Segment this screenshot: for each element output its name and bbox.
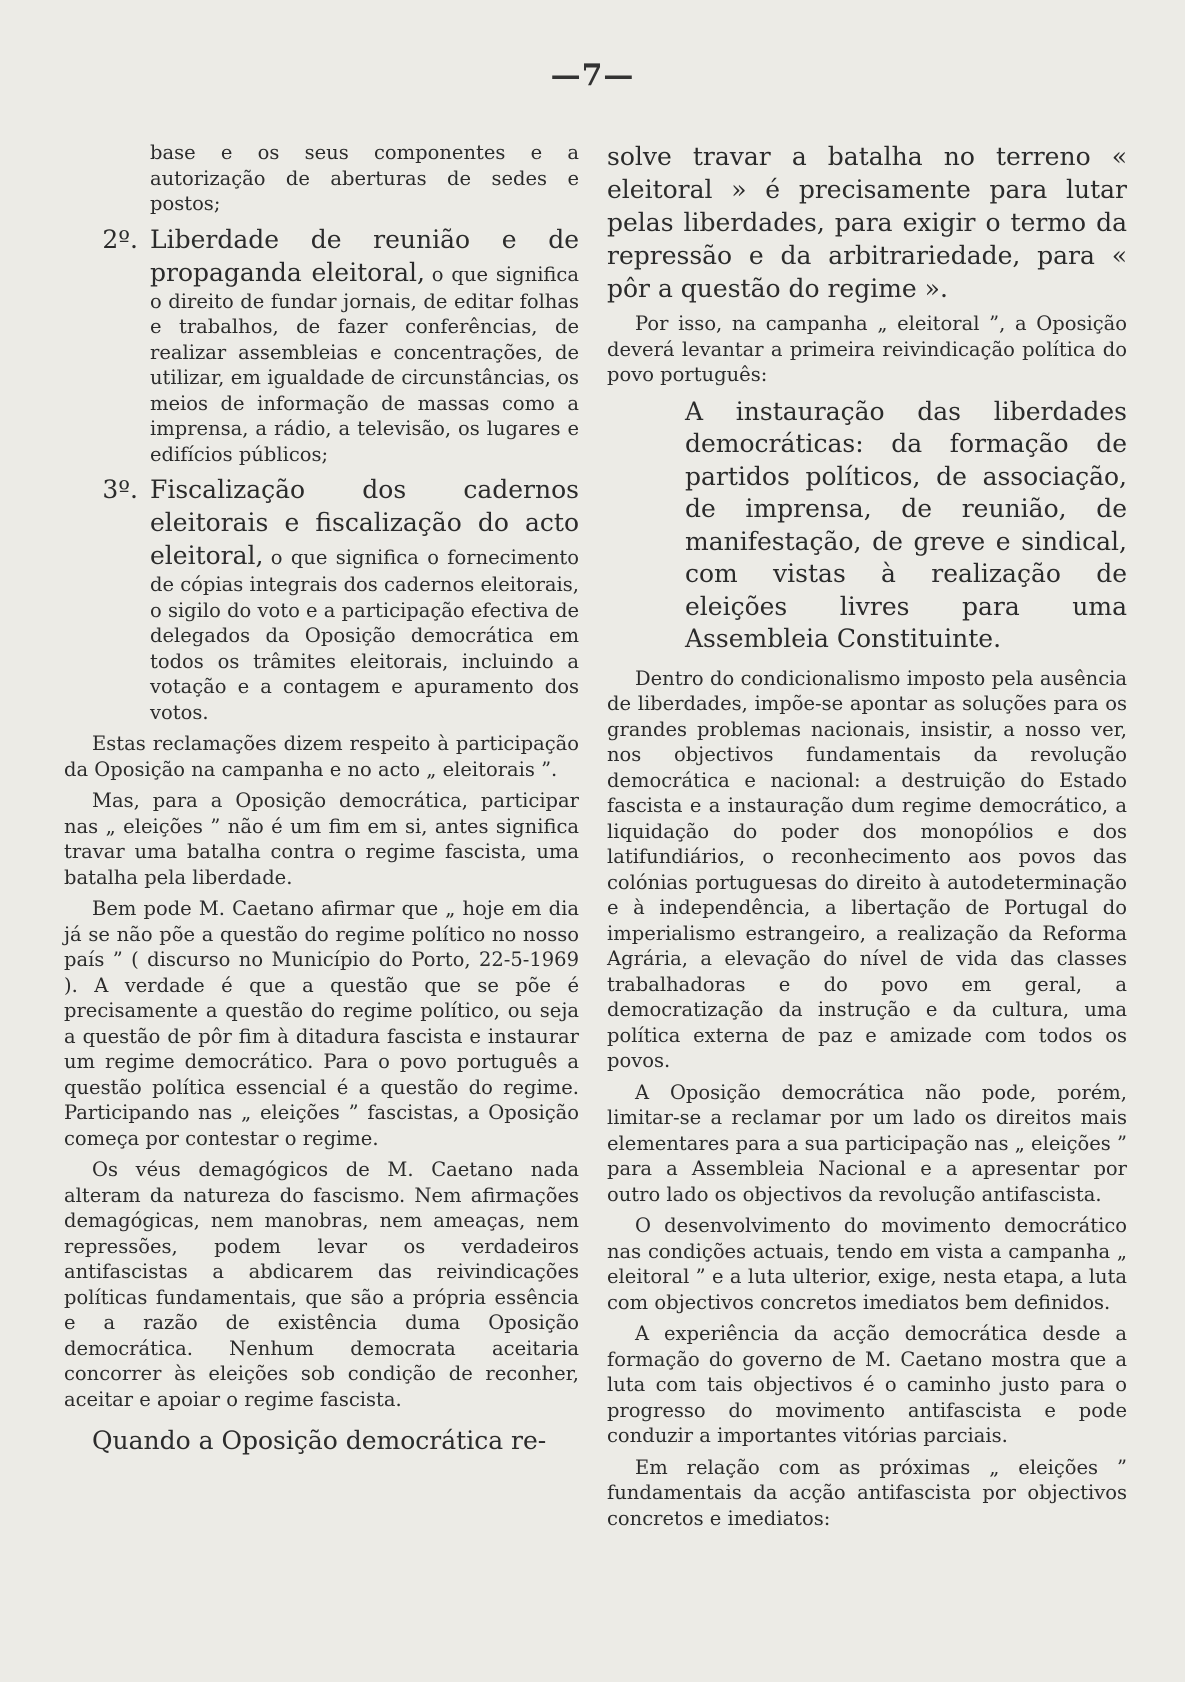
right-column — [607, 140, 1127, 1537]
list-item-3 — [64, 473, 579, 725]
item-heading: Fiscalização dos cadernos eleitorais e fiscalização do acto eleitoral, — [150, 475, 579, 570]
paragraph: Dentro do condicionalismo imposto pela ausência de liberdades, impõe-se apontar as soluções para os grandes problemas nacionais, insistir, a nosso ver, nos objectivos fundamentais da revolução democrática e nacional: a destruição do Estado fascista e a instauração dum regime democrático, a liquidação do poder dos monopólios e dos latifundiários, o reconhecimento aos povos das colónias portuguesas do direito à autodeterminação e à independência, a libertação de Portugal do imperialismo estrangeiro, a realização da Reforma Agrária, a elevação do nível de vida das classes trabalhadoras e do povo em geral, a democratização da instrução e da cultura, uma política externa de paz e amizade com todos os povos. — [607, 666, 1127, 1072]
paragraph: Estas reclamações dizem respeito à participação da Oposição na campanha e no acto „ eleitorais ”. — [64, 732, 579, 781]
paragraph: Em relação com as próximas „ eleições ” fundamentais da acção antifascista por objectivos concretos e imediatos: — [607, 1455, 1127, 1530]
left-column — [64, 140, 579, 1463]
page-number: —7— — [550, 58, 635, 93]
paragraph: Mas, para a Oposição democrática, participar nas „ eleições ” não é um fim em si, antes significa travar uma batalha contra o regime fascista, uma batalha pela liberdade. — [64, 789, 579, 889]
item-body — [150, 473, 579, 725]
item-number: 3º. — [102, 475, 138, 504]
paragraph: Os véus demagógicos de M. Caetano nada alteram da natureza do fascismo. Nem afirmações demagógicas, nem manobras, nem ameaças, nem repressões, podem levar os verdadeiros antifascistas a abdicarem das reivindicações políticas fundamentais, que são a própria essência e a razão de existência duma Oposição democrática. Nenhum democrata aceitaria concorrer às eleições sob condição de reconher, aceitar e apoiar o regime fascista. — [64, 1158, 579, 1411]
paragraph: Por isso, na campanha „ eleitoral ”, a Oposição deverá levantar a primeira reivindicação política do povo português: — [607, 312, 1127, 386]
paragraph: A experiência da acção democrática desde a formação do governo de M. Caetano mostra que a luta com tais objectivos é o caminho justo para o progresso do movimento antifascista e pode conduzir a importantes vitórias parciais. — [607, 1322, 1127, 1447]
item-text: o que significa o direito de fundar jornais, de editar folhas e trabalhos, de fazer conferências, de realizar assembleias e concentrações, de utilizar, em igualdade de circunstâncias, os meios de informação de massas como a imprensa, a rádio, a televisão, os lugares e edifícios públicos; — [150, 262, 579, 466]
continuation-text: solve travar a batalha no terreno « eleitoral » é precisamente para lutar pelas liberdades, para exigir o termo da repressão e da arbitrariedade, para « pôr a questão do regime ». — [607, 142, 1127, 303]
paragraph: Bem pode M. Caetano afirmar que „ hoje em dia já se não põe a questão do regime político no nosso país ” ( discurso no Município do Porto, 22-5-1969 ). A verdade é que a questão que se põe é precisamente a questão do regime político, ou seja a questão de pôr fim à ditadura fascista e instaurar um regime democrático. Para o povo português a questão política essencial é a questão do regime. Participando nas „ eleições ” fascistas, a Oposição começa por contestar o regime. — [64, 897, 579, 1150]
closing-line: Quando a Oposição democrática re- — [92, 1426, 547, 1455]
item-body — [150, 223, 579, 468]
item-number: 2º. — [102, 224, 138, 254]
item-heading: Liberdade de reunião e de propaganda eleitoral, — [150, 224, 579, 287]
item-text: o que significa o fornecimento de cópias integrais dos cadernos eleitorais, o sigilo do voto e a participação efectiva de delegados da Oposição democrática em todos os trâmites eleitorais, incluindo a votação e a contagem e apuramento dos votos. — [150, 546, 579, 724]
paragraph: A Oposição democrática não pode, porém, limitar-se a reclamar por um lado os direitos mais elementares para a sua participação nas „ eleições ” para a Assembleia Nacional e a apresentar por outro lado os objectivos da revolução antifascista. — [607, 1080, 1127, 1206]
main-demand: A instauração das liberdades democráticas: da formação de partidos políticos, de associação, de imprensa, de reunião, de manifestação, de greve e sindical, com vistas à realização de eleições livres para uma Assembleia Constituinte. — [685, 396, 1127, 653]
list-item-2 — [64, 223, 579, 468]
paragraph: O desenvolvimento do movimento democrático nas condições actuais, tendo em vista a campanha „ eleitoral ” e a luta ulterior, exige, nesta etapa, a luta com objectivos concretos imediatos bem definidos. — [607, 1214, 1127, 1314]
continuation-text: base e os seus componentes e a autorização de aberturas de sedes e postos; — [150, 141, 579, 215]
